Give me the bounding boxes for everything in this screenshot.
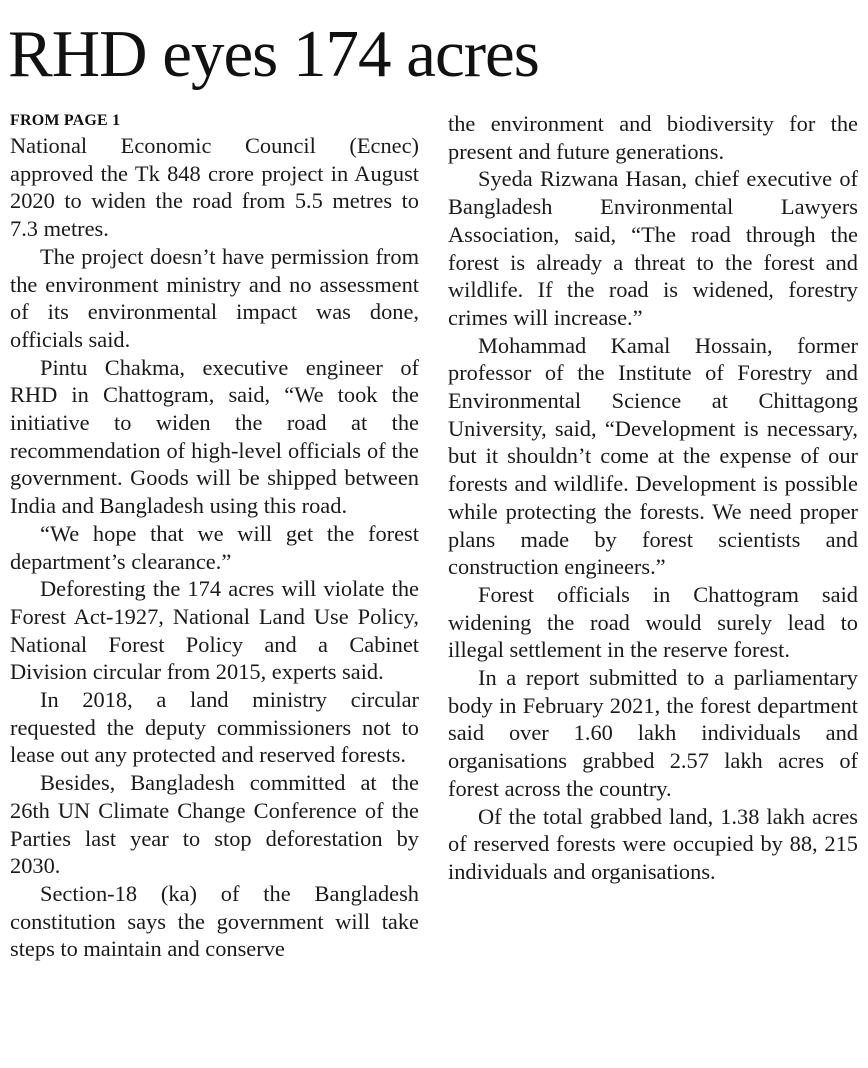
paragraph: Besides, Bangladesh committed at the 26th UN Climate Change Conference of the Parties last year to stop deforestation by 2030. bbox=[10, 770, 419, 879]
paragraph-continued: Section-18 (ka) of the Bangladesh constitution says the government will take steps to maintain and conserve bbox=[10, 880, 419, 962]
paragraph: The project doesn’t have permission from the environment ministry and no assessment of its environmental impact was done, officials said. bbox=[10, 243, 419, 352]
article-column-right bbox=[448, 110, 858, 886]
paragraph: Syeda Rizwana Hasan, chief executive of Bangladesh Environmental Lawyers Association, said, “The road through the forest is already a threat to the forest and wildlife. If the road is widened, forestry crimes will increase.” bbox=[448, 166, 858, 330]
paragraph: Pintu Chakma, executive engineer of RHD in Chattogram, said, “We took the initiative to widen the road at the recommendation of high-level officials of the government. Goods will be shipped between India and Bangladesh using this road. bbox=[10, 354, 419, 519]
paragraph: In 2018, a land ministry circular requested the deputy commissioners not to lease out any protected and reserved forests. bbox=[10, 687, 419, 768]
paragraph: Deforesting the 174 acres will violate the Forest Act-1927, National Land Use Policy, National Forest Policy and a Cabinet Division circular from 2015, experts said. bbox=[10, 576, 419, 685]
paragraph: “We hope that we will get the forest department’s clearance.” bbox=[10, 520, 419, 574]
kicker-from-page: FROM PAGE 1 bbox=[10, 112, 121, 129]
paragraph: Forest officials in Chattogram said widening the road would surely lead to illegal settlement in the reserve forest. bbox=[448, 581, 858, 663]
article-column-left bbox=[10, 110, 419, 963]
paragraph: In a report submitted to a parliamentary body in February 2021, the forest department said over 1.60 lakh individuals and organisations grabbed 2.57 lakh acres of forest across the country. bbox=[448, 665, 858, 801]
paragraph: Of the total grabbed land, 1.38 lakh acres of reserved forests were occupied by 88, 215 individuals and organisations. bbox=[448, 803, 858, 884]
paragraph: Mohammad Kamal Hossain, former professor of the Institute of Forestry and Environmental Science at Chittagong University, said, “Development is necessary, but it shouldn’t come at the expense of our forests and wildlife. Development is possible while protecting the forests. We need proper plans made by forest scientists and construction engineers.” bbox=[448, 332, 858, 580]
paragraph-continuation: the environment and biodiversity for the present and future generations. bbox=[448, 111, 858, 164]
paragraph: National Economic Council (Ecnec) approved the Tk 848 crore project in August 2020 to widen the road from 5.5 metres to 7.3 metres. bbox=[10, 133, 419, 242]
headline: RHD eyes 174 acres bbox=[8, 17, 539, 91]
